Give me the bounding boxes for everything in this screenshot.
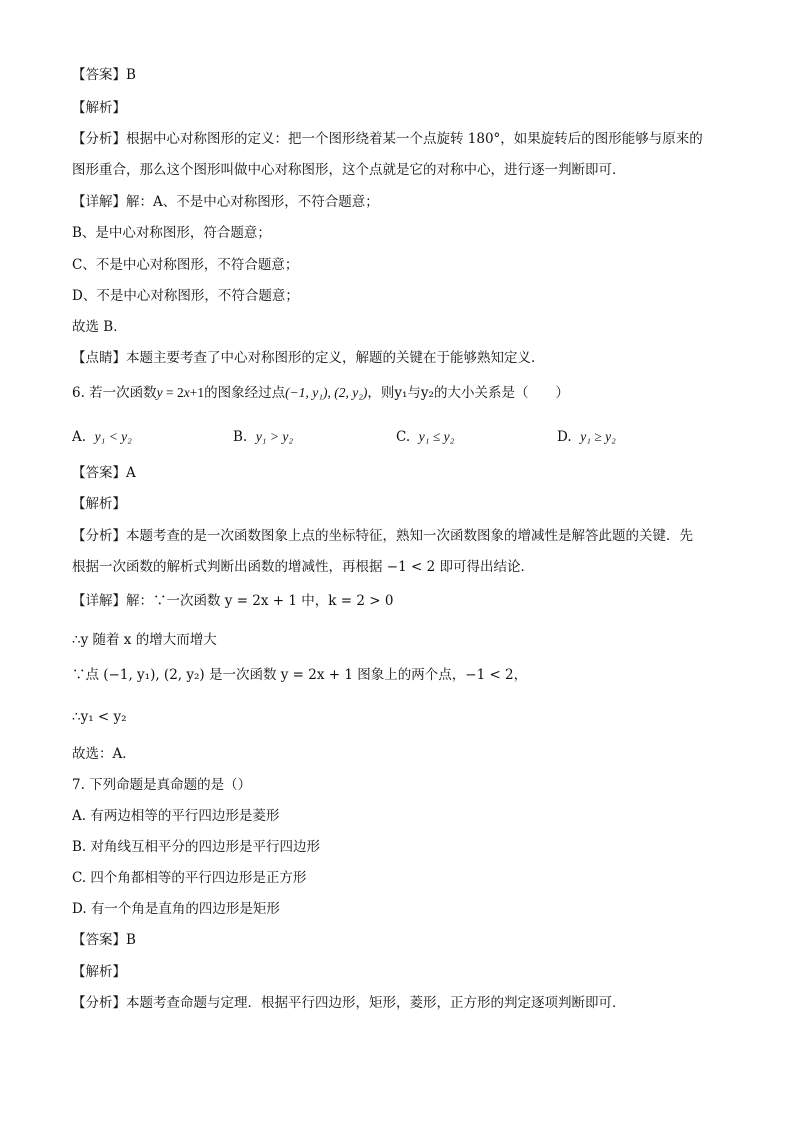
q7-option-c: C. 四个角都相等的平行四边形是正方形 bbox=[72, 870, 307, 886]
q6-step-2: ∵点 (−1, y₁), (2, y₂) 是一次函数 y = 2x + 1 图象上的两个点，−1 < 2， bbox=[72, 667, 528, 683]
q6-func-rest: +1 bbox=[189, 385, 205, 400]
q6-choose: 故选：A． bbox=[72, 746, 136, 762]
q6-option-d bbox=[557, 428, 616, 446]
q6-func-eq: = 2 bbox=[162, 385, 184, 400]
q6-option-c bbox=[396, 428, 454, 446]
q6-step-3: ∴y₁ < y₂ bbox=[72, 709, 127, 725]
answer-line: 【答案】B bbox=[72, 67, 136, 83]
analysis-label: 【解析】 bbox=[72, 100, 126, 116]
option-expr: y₁ ≥ y₂ bbox=[580, 429, 616, 444]
detail-line-b: B、是中心对称图形，符合题意； bbox=[72, 225, 271, 241]
q7-option-b: B. 对角线互相平分的四边形是平行四边形 bbox=[72, 839, 321, 855]
q6-option-a bbox=[72, 428, 132, 446]
q6-step-1: ∴y 随着 x 的增大而增大 bbox=[72, 632, 217, 648]
detail-line-c: C、不是中心对称图形，不符合题意； bbox=[72, 257, 299, 273]
q6-func-y: y bbox=[156, 385, 163, 400]
choose-line: 故选 B． bbox=[72, 319, 127, 335]
question-6-stem bbox=[72, 384, 569, 402]
q7-option-d: D. 有一个角是直角的四边形是矩形 bbox=[72, 901, 280, 917]
option-expr: y₁ < y₂ bbox=[94, 429, 132, 444]
q6-option-b bbox=[233, 428, 293, 446]
option-expr: y₁ ≤ y₂ bbox=[418, 429, 455, 444]
question-7-stem: 7. 下列命题是真命题的是（） bbox=[72, 777, 252, 793]
option-letter: D. bbox=[557, 429, 572, 445]
option-letter: C. bbox=[396, 429, 411, 445]
q6-detail: 【详解】解：∵一次函数 y = 2x + 1 中，k = 2 > 0 bbox=[72, 593, 394, 609]
option-expr: y₁ > y₂ bbox=[255, 429, 294, 444]
detail-line-a: 【详解】解：A、不是中心对称图形，不符合题意； bbox=[72, 194, 379, 210]
q6-points: (−1, y₁), (2, y₂) bbox=[285, 385, 368, 400]
q6-analysis-1: 【分析】本题考查的是一次函数图象上点的坐标特征，熟知一次函数图象的增减性是解答此题的关键．先 bbox=[72, 528, 693, 544]
option-letter: A. bbox=[72, 429, 87, 445]
option-letter: B. bbox=[233, 429, 248, 445]
q6-tail: ，则y₁与y₂的大小关系是（ ） bbox=[367, 385, 569, 401]
tip-line: 【点睛】本题主要考查了中心对称图形的定义，解题的关键在于能够熟知定义． bbox=[72, 350, 545, 366]
q6-prefix: 6. 若一次函数 bbox=[72, 385, 157, 401]
q6-answer: 【答案】A bbox=[72, 465, 136, 481]
q7-analysis-label: 【解析】 bbox=[72, 964, 126, 980]
analysis-text-2: 图形重合，那么这个图形叫做中心对称图形，这个点就是它的对称中心，进行逐一判断即可． bbox=[72, 162, 626, 178]
q7-answer: 【答案】B bbox=[72, 932, 136, 948]
q6-func-x: x bbox=[183, 385, 190, 400]
q6-mid: 的图象经过点 bbox=[204, 385, 286, 401]
analysis-text-1: 【分析】根据中心对称图形的定义：把一个图形绕着某一个点旋转 180°，如果旋转后的图形能够与原来的 bbox=[72, 131, 703, 147]
detail-line-d: D、不是中心对称图形，不符合题意； bbox=[72, 288, 299, 304]
q7-analysis: 【分析】本题考查命题与定理．根据平行四边形，矩形，菱形，正方形的判定逐项判断即可． bbox=[72, 995, 626, 1011]
q7-option-a: A. 有两边相等的平行四边形是菱形 bbox=[72, 808, 280, 824]
q6-analysis-2: 根据一次函数的解析式判断出函数的增减性，再根据 −1 < 2 即可得出结论． bbox=[72, 559, 534, 575]
q6-analysis-label: 【解析】 bbox=[72, 496, 126, 512]
